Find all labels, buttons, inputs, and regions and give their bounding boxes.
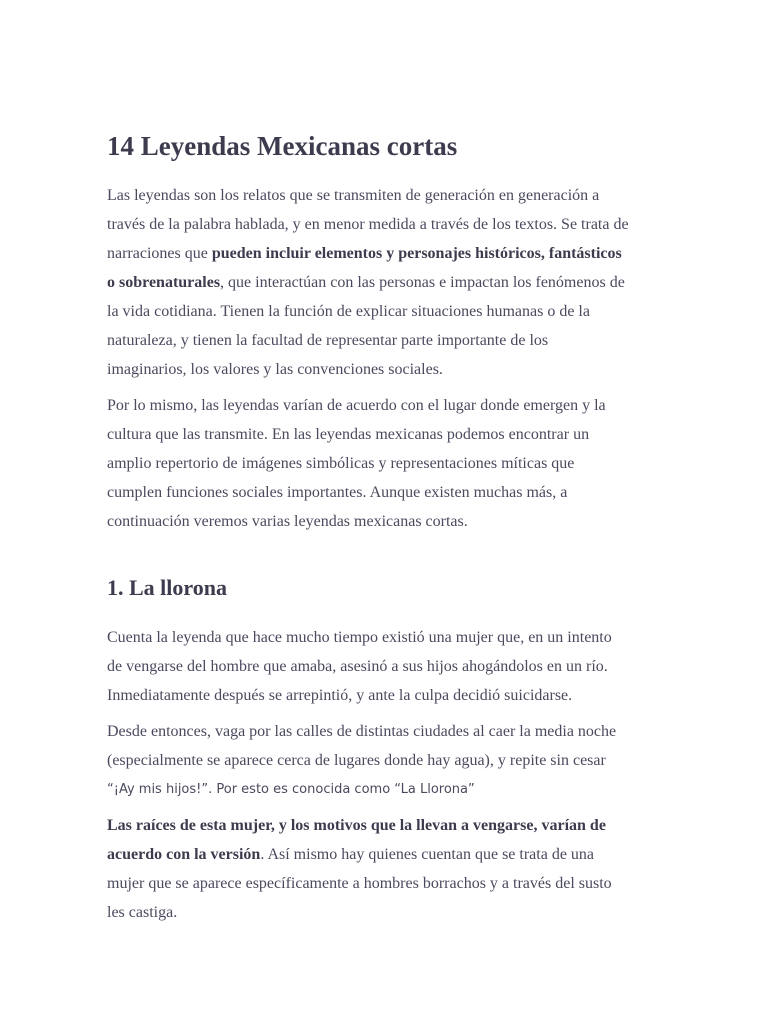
text-line: naturaleza, y tienen la facultad de representar parte importante de los xyxy=(107,332,549,349)
bold-text: acuerdo con la versión xyxy=(107,846,261,863)
section-paragraph-3 xyxy=(107,811,667,927)
text-line: la vida cotidiana. Tienen la función de explicar situaciones humanas o de la xyxy=(107,303,590,320)
section-paragraph-2 xyxy=(107,717,667,804)
bold-text: Las raíces de esta mujer, y los motivos que la llevan a vengarse, varían de xyxy=(107,817,606,834)
text-line: amplio repertorio de imágenes simbólicas y representaciones míticas que xyxy=(107,455,575,472)
intro-paragraph-2 xyxy=(107,391,667,536)
text-line: mujer que se aparece específicamente a hombres borrachos y a través del susto xyxy=(107,875,612,892)
page-title: 14 Leyendas Mexicanas cortas xyxy=(107,131,458,161)
text-span: . Así mismo hay quienes cuentan que se trata de una xyxy=(260,846,595,863)
text-line: imaginarios, los valores y las convenciones sociales. xyxy=(107,361,443,378)
section-heading: 1. La llorona xyxy=(107,575,228,600)
text-line: (especialmente se aparece cerca de lugares donde hay agua), y repite sin cesar xyxy=(107,752,606,769)
text-line: de vengarse del hombre que amaba, asesinó a sus hijos ahogándolos en un río. xyxy=(107,658,608,675)
text-line: cumplen funciones sociales importantes. Aunque existen muchas más, a xyxy=(107,484,568,501)
intro-paragraph-1 xyxy=(107,181,667,384)
text-line xyxy=(107,811,667,840)
section-paragraph-1 xyxy=(107,623,667,710)
bold-text: o sobrenaturales xyxy=(107,274,221,291)
text-line: Por lo mismo, las leyendas varían de acuerdo con el lugar donde emergen y la xyxy=(107,397,606,414)
text-line xyxy=(107,239,667,268)
text-line xyxy=(107,268,667,297)
text-line-quote: “¡Ay mis hijos!”. Por esto es conocida como “La Llorona” xyxy=(107,782,475,797)
article-body xyxy=(107,126,667,927)
text-line: través de la palabra hablada, y en menor medida a través de los textos. Se trata de xyxy=(107,216,629,233)
bold-text: pueden incluir elementos y personajes históricos, fantásticos xyxy=(211,245,622,262)
text-line: Cuenta la leyenda que hace mucho tiempo existió una mujer que, en un intento xyxy=(107,629,612,646)
text-line: Desde entonces, vaga por las calles de distintas ciudades al caer la media noche xyxy=(107,723,617,740)
text-line: Inmediatamente después se arrepintió, y ante la culpa decidió suicidarse. xyxy=(107,687,573,704)
text-line: les castiga. xyxy=(107,904,178,921)
text-span: , que interactúan con las personas e impactan los fenómenos de xyxy=(220,274,625,291)
text-line xyxy=(107,840,667,869)
text-line: cultura que las transmite. En las leyendas mexicanas podemos encontrar un xyxy=(107,426,590,443)
text-line: Las leyendas son los relatos que se transmiten de generación en generación a xyxy=(107,187,600,204)
text-line: continuación veremos varias leyendas mexicanas cortas. xyxy=(107,513,468,530)
text-span: narraciones que xyxy=(107,245,212,262)
